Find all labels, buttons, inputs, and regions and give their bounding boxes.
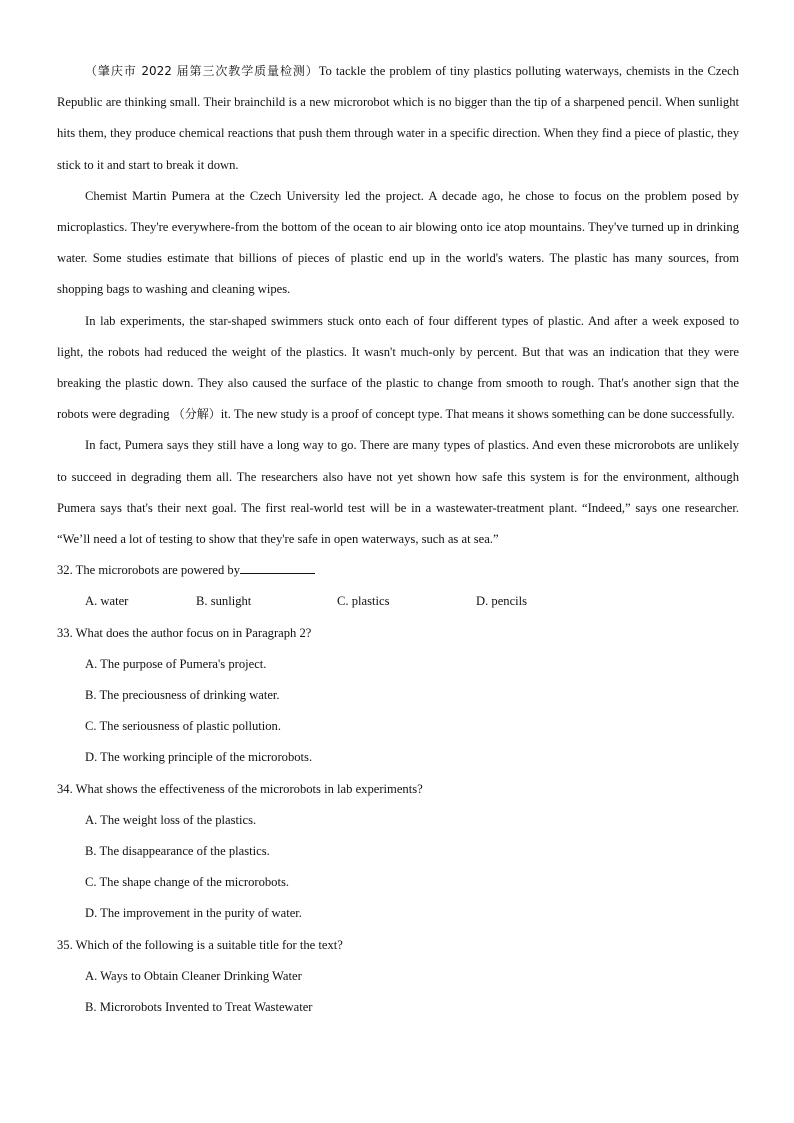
passage-paragraph-4: In fact, Pumera says they still have a long way to go. There are many types of plastics. And even these microrobots are unlikely to succeed in degrading them all. The researchers also have not yet shown how safe this system is for the environment, although Pumera says that's their next goal. The first real-world test will be in a wastewater-treatment plant. “Indeed,” says one researcher. “We’ll need a lot of testing to show that they're safe in open waterways, such as at sea.” (57, 438, 739, 547)
source-note: （肇庆市 2022 届第三次教学质量检测） (85, 64, 319, 78)
question-32-stem (57, 555, 739, 586)
option-34-b: B. The disappearance of the plastics. (85, 844, 270, 859)
option-32-b: B. sunlight (196, 594, 252, 609)
option-34-d: D. The improvement in the purity of water. (85, 906, 302, 921)
option-34-c: C. The shape change of the microrobots. (85, 875, 290, 890)
paragraph-1-text: To tackle the problem of tiny plastics polluting waterways, chemists in the Czech Republic are thinking small. Their brainchild is a new microrobot which is no bigger than the tip of a sharpened pencil. When sunlight hits them, they produce chemical reactions that push them through water in a specific direction. When they find a piece of plastic, they stick to it and start to break it down. (57, 64, 739, 172)
passage-paragraph-2: Chemist Martin Pumera at the Czech University led the project. A decade ago, he chose to focus on the problem posed by microplastics. They're everywhere-from the bottom of the ocean to air blowing onto ice atop mountains. They've turned up in drinking water. Some studies estimate that billions of pieces of plastic end up in the world's waters. The plastic has many sources, from shopping bags to washing and cleaning wipes. (57, 188, 739, 297)
question-33-stem: 33. What does the author focus on in Paragraph 2? (57, 625, 312, 640)
question-32-options (57, 586, 739, 617)
passage-paragraph-3 (57, 306, 739, 431)
option-32-d: D. pencils (476, 594, 528, 609)
option-33-d: D. The working principle of the microrobots. (85, 750, 313, 765)
question-35-stem: 35. Which of the following is a suitable title for the text? (57, 937, 343, 952)
option-35-a: A. Ways to Obtain Cleaner Drinking Water (85, 968, 302, 983)
paragraph-3-text-end: it. The new study is a proof of concept type. That means it shows something can be done successfully. (220, 407, 735, 422)
question-34-stem: 34. What shows the effectiveness of the microrobots in lab experiments? (57, 781, 423, 796)
option-33-c: C. The seriousness of plastic pollution. (85, 719, 282, 734)
answer-blank (240, 561, 315, 574)
chinese-gloss: （分解） (172, 407, 221, 422)
option-33-b: B. The preciousness of drinking water. (85, 688, 280, 703)
question-32-text: 32. The microrobots are powered by (57, 563, 241, 578)
paragraph-3-text-start: In lab experiments, the star-shaped swimmers stuck onto each of four different types of plastic. And after a week exposed to light, the robots had reduced the weight of the plastics. It wasn't much-only by percent. But that was an indication that they were breaking the plastic down. They also caused the surface of the plastic to change from smooth to rough. That's another sign that the robots were degrading (57, 313, 739, 422)
option-32-c: C. plastics (337, 594, 390, 609)
option-35-b: B. Microrobots Invented to Treat Wastewater (85, 1000, 313, 1015)
document-page (57, 56, 739, 1023)
option-32-a: A. water (85, 594, 129, 609)
passage-paragraph-1 (57, 56, 739, 181)
option-33-a: A. The purpose of Pumera's project. (85, 656, 267, 671)
option-34-a: A. The weight loss of the plastics. (85, 812, 257, 827)
